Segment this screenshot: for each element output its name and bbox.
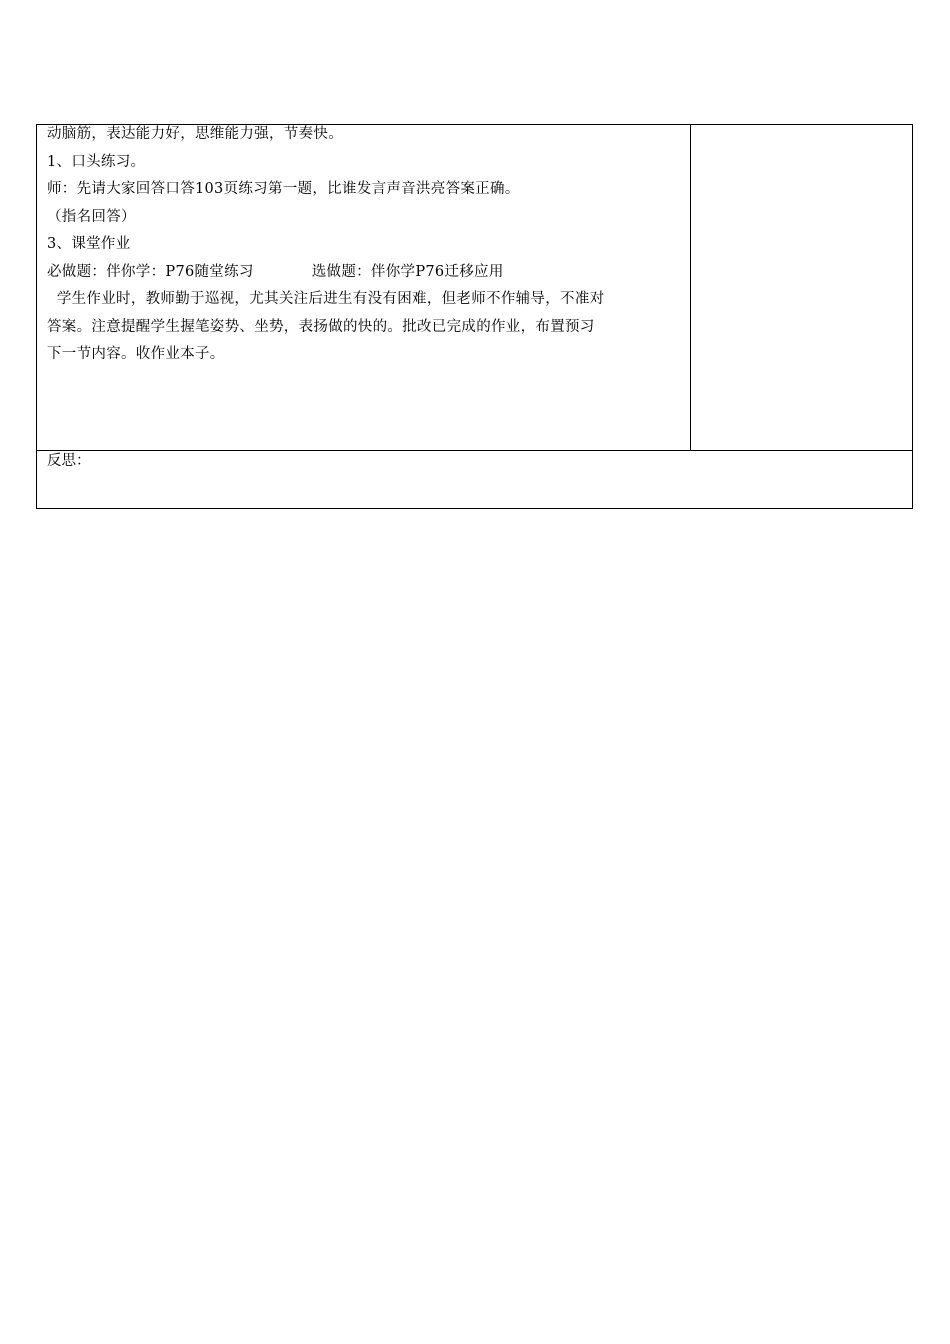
reflection-row <box>37 451 912 508</box>
notes-cell <box>691 125 912 450</box>
lesson-row <box>37 125 912 451</box>
text-line: 1、口头练习。 <box>47 153 146 170</box>
text-line: （指名回答） <box>47 208 136 225</box>
text-line: 动脑筋，表达能力好，思维能力强，节奏快。 <box>47 126 343 142</box>
required-homework: 必做题：伴你学：P76随堂练习 <box>47 263 254 280</box>
optional-homework: 选做题：伴你学P76迁移应用 <box>311 263 504 280</box>
paragraph-line: 学生作业时，教师勤于巡视，尤其关注后进生有没有困难，但老师不作辅导，不准对 <box>47 291 605 307</box>
paragraph-line: 下一节内容。收作业本子。 <box>47 346 225 362</box>
reflection-label: 反思： <box>47 453 91 469</box>
text-line: 师：先请大家回答口答103页练习第一题，比谁发言声音洪亮答案正确。 <box>47 181 520 197</box>
lesson-content-cell <box>37 125 691 450</box>
paragraph-line: 答案。注意提醒学生握笔姿势、坐势，表扬做的快的。批改已完成的作业，布置预习 <box>47 318 595 335</box>
lesson-plan-table <box>36 124 913 509</box>
text-line: 3、课堂作业 <box>47 236 131 252</box>
homework-line <box>47 259 680 287</box>
